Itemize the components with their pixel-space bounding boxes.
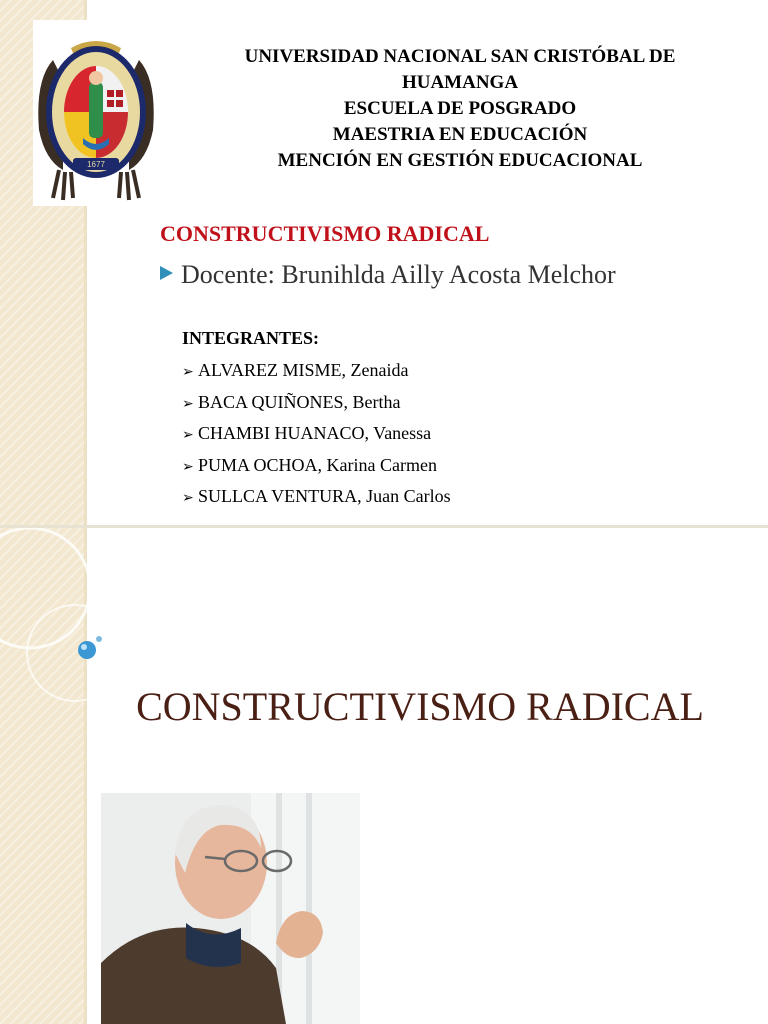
institution-header <box>180 44 740 174</box>
member-name: PUMA OCHOA, Karina Carmen <box>198 454 437 475</box>
crest-year: 1677 <box>87 160 105 169</box>
university-crest <box>33 20 159 206</box>
bullet-triangle-icon <box>160 266 173 280</box>
header-line-university: UNIVERSIDAD NACIONAL SAN CRISTÓBAL DE <box>244 46 676 67</box>
header-line-program: MAESTRIA EN EDUCACIÓN <box>332 124 588 145</box>
arrow-bullet-icon: ➢ <box>182 396 194 412</box>
member-name: BACA QUIÑONES, Bertha <box>198 391 401 412</box>
member-name: SULLCA VENTURA, Juan Carlos <box>198 486 451 506</box>
member-name: ALVAREZ MISME, Zenaida <box>198 360 409 380</box>
header-line-mention: MENCIÓN EN GESTIÓN EDUCACIONAL <box>277 150 643 171</box>
member-item <box>182 356 451 388</box>
members-list <box>182 356 451 514</box>
portrait-photo <box>101 793 360 1024</box>
arrow-bullet-icon: ➢ <box>182 459 194 475</box>
member-item <box>182 388 451 420</box>
member-item <box>182 419 451 451</box>
member-name: CHAMBI HUANACO, Vanessa <box>198 423 432 443</box>
header-line-city: HUAMANGA <box>401 72 519 93</box>
header-line-school: ESCUELA DE POSGRADO <box>343 98 577 119</box>
member-item <box>182 482 451 514</box>
docente-text: Docente: Brunihlda Ailly Acosta Melchor <box>181 260 616 289</box>
integrantes-title: INTEGRANTES: <box>182 328 320 348</box>
arrow-bullet-icon: ➢ <box>182 428 194 443</box>
docente-line <box>160 260 616 290</box>
arrow-bullet-icon: ➢ <box>182 365 194 380</box>
slide-title-text: CONSTRUCTIVISMO RADICAL <box>136 684 704 729</box>
arrow-bullet-icon: ➢ <box>182 491 194 506</box>
topic-heading: CONSTRUCTIVISMO RADICAL <box>160 221 490 246</box>
member-item <box>182 451 451 483</box>
slide-title <box>0 528 768 1024</box>
